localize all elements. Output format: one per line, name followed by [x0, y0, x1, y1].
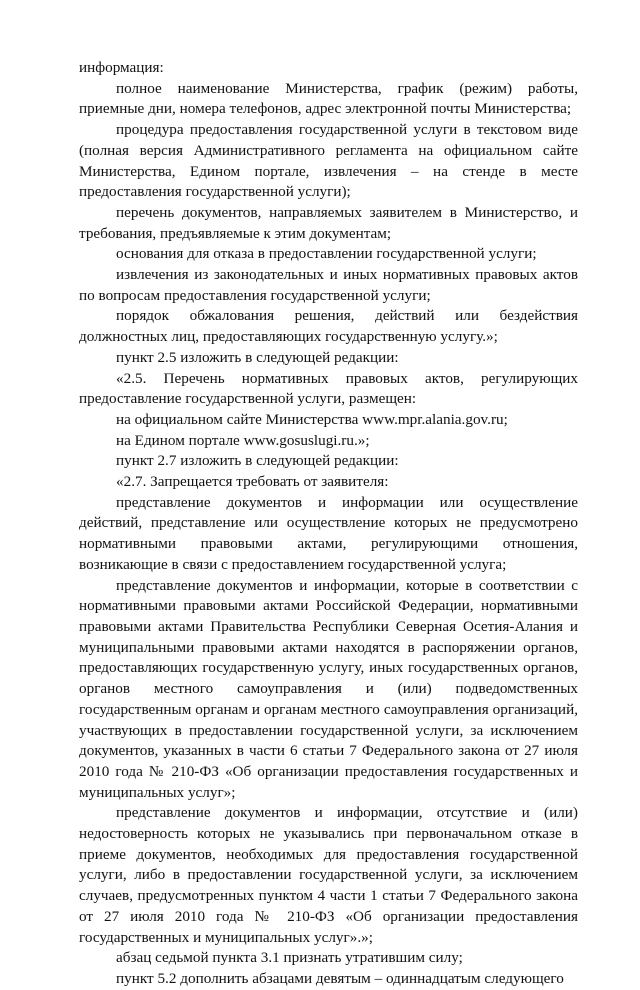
- paragraph: процедура предоставления государственной услуги в текстовом виде (полная версия Административного регламента на официальном сайте Министерства, Едином портале, извлечения – на стенде в месте предоставления государственной услуги);: [79, 121, 578, 201]
- paragraph: «2.5. Перечень нормативных правовых актов, регулирующих предоставление государственной услуги, размещен:: [79, 369, 578, 408]
- paragraph: основания для отказа в предоставлении государственной услуги;: [116, 245, 537, 263]
- document-body: [79, 58, 578, 990]
- paragraph: на официальном сайте Министерства www.mpr.alania.gov.ru;: [116, 410, 508, 428]
- paragraph: на Едином портале www.gosuslugi.ru.»;: [116, 431, 370, 449]
- paragraph: пункт 5.2 дополнить абзацами девятым – одиннадцатым следующего: [116, 969, 564, 987]
- paragraph: порядок обжалования решения, действий или бездействия должностных лиц, предоставляющих государственную услугу.»;: [79, 307, 578, 346]
- paragraph: извлечения из законодательных и иных нормативных правовых актов по вопросам предоставления государственной услуги;: [79, 266, 578, 304]
- paragraph: полное наименование Министерства, график (режим) работы, приемные дни, номера телефонов, адрес электронной почты Министерства;: [79, 79, 578, 118]
- paragraph: перечень документов, направляемых заявителем в Министерство, и требования, предъявляемые к этим документам;: [79, 203, 578, 242]
- paragraph: представление документов и информации, которые в соответствии с нормативными правовыми актами Российской Федерации, нормативными правовыми актами Правительства Республики Северная Осетия-Алания и муниципальными правовыми актами находятся в распоряжении органов, предоставляющих государственную услугу, иных государственных органов, органов местного самоуправления и (или) подведомственных государственным органам и органам местного самоуправления организаций, участвующих в предоставлении государственной услуги, за исключением документов, указанных в части 6 статьи 7 Федерального закона от 27 июля 2010 года № 210-ФЗ «Об организации предоставления государственных и муниципальных услуг»;: [79, 576, 578, 801]
- paragraph: представление документов и информации или осуществление действий, представление или осуществление которых не предусмотрено нормативными правовыми актами, регулирующими отношения, возникающие в связи с предоставлением государственной услуга;: [79, 493, 578, 573]
- paragraph: «2.7. Запрещается требовать от заявителя:: [116, 473, 389, 491]
- paragraph: абзац седьмой пункта 3.1 признать утратившим силу;: [116, 949, 463, 967]
- paragraph: информация:: [79, 59, 164, 76]
- paragraph: пункт 2.5 изложить в следующей редакции:: [116, 348, 399, 366]
- paragraph: представление документов и информации, отсутствие и (или) недостоверность которых не указывались при первоначальном отказе в приеме документов, необходимых для предоставления государственной услуги, либо в предоставлении государственной услуги, за исключением случаев, предусмотренных пунктом 4 части 1 статьи 7 Федерального закона от 27 июля 2010 года № 210-ФЗ «Об организации предоставления государственных и муниципальных услуг».»;: [79, 804, 578, 946]
- paragraph: пункт 2.7 изложить в следующей редакции:: [116, 452, 399, 470]
